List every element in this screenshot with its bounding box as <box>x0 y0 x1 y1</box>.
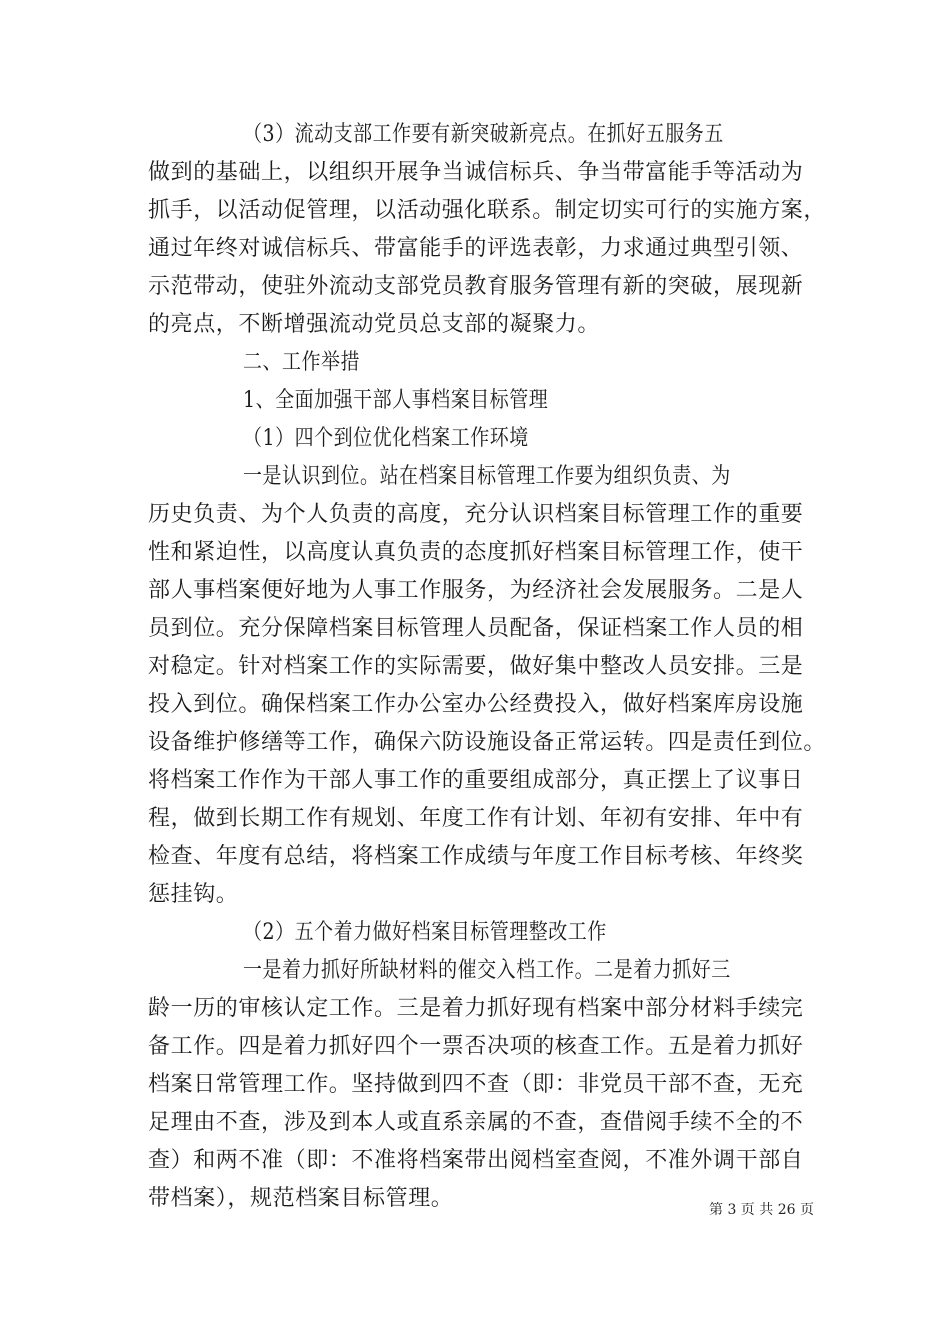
paragraph-line: 档案日常管理工作。坚持做到四不查（即：非党员干部不查，无充 <box>148 1072 804 1097</box>
paragraph-line: 性和紧迫性，以高度认真负责的态度抓好档案目标管理工作，使干 <box>148 540 804 565</box>
paragraph-line: 一是着力抓好所缺材料的催交入档工作。二是着力抓好三 <box>243 958 731 983</box>
paragraph-line: 查）和两不准（即：不准将档案带出阅档室查阅，不准外调干部自 <box>148 1148 804 1173</box>
item-heading: （1）四个到位优化档案工作环境 <box>243 426 529 451</box>
paragraph-line: 示范带动，使驻外流动支部党员教育服务管理有新的突破，展现新 <box>148 274 804 299</box>
paragraph-line: 设备维护修缮等工作，确保六防设施设备正常运转。四是责任到位。 <box>148 730 827 755</box>
paragraph-line: （3）流动支部工作要有新突破新亮点。在抓好五服务五 <box>243 122 724 147</box>
paragraph-line: 员到位。充分保障档案目标管理人员配备，保证档案工作人员的相 <box>148 616 804 641</box>
paragraph-line: 将档案工作作为干部人事工作的重要组成部分，真正摆上了议事日 <box>148 768 804 793</box>
paragraph-line: 历史负责、为个人负责的高度，充分认识档案目标管理工作的重要 <box>148 502 804 527</box>
paragraph-line: 足理由不查，涉及到本人或直系亲属的不查，查借阅手续不全的不 <box>148 1110 804 1135</box>
paragraph-line: 投入到位。确保档案工作办公室办公经费投入，做好档案库房设施 <box>148 692 804 717</box>
paragraph-line: 部人事档案便好地为人事工作服务，为经济社会发展服务。二是人 <box>148 578 804 603</box>
paragraph-line: 龄一历的审核认定工作。三是着力抓好现有档案中部分材料手续完 <box>148 996 804 1021</box>
paragraph-line: 一是认识到位。站在档案目标管理工作要为组织负责、为 <box>243 464 731 489</box>
paragraph-line: 备工作。四是着力抓好四个一票否决项的核查工作。五是着力抓好 <box>148 1034 804 1059</box>
page-number-footer: 第 3 页 共 26 页 <box>709 1202 814 1218</box>
paragraph-line: 抓手，以活动促管理，以活动强化联系。制定切实可行的实施方案， <box>148 198 827 223</box>
paragraph-line: 检查、年度有总结，将档案工作成绩与年度工作目标考核、年终奖 <box>148 844 804 869</box>
item-heading: （2）五个着力做好档案目标管理整改工作 <box>243 920 607 945</box>
paragraph-line: 的亮点，不断增强流动党员总支部的凝聚力。 <box>148 312 601 337</box>
paragraph-line: 带档案），规范档案目标管理。 <box>148 1186 454 1211</box>
paragraph-line: 通过年终对诚信标兵、带富能手的评选表彰，力求通过典型引领、 <box>148 236 804 261</box>
paragraph-line: 惩挂钩。 <box>148 882 239 907</box>
paragraph-line: 做到的基础上，以组织开展争当诚信标兵、争当带富能手等活动为 <box>148 160 804 185</box>
paragraph-line: 程，做到长期工作有规划、年度工作有计划、年初有安排、年中有 <box>148 806 804 831</box>
paragraph-line: 对稳定。针对档案工作的实际需要，做好集中整改人员安排。三是 <box>148 654 804 679</box>
subsection-heading: 1、全面加强干部人事档案目标管理 <box>243 388 549 413</box>
section-heading: 二、工作举措 <box>243 350 361 375</box>
